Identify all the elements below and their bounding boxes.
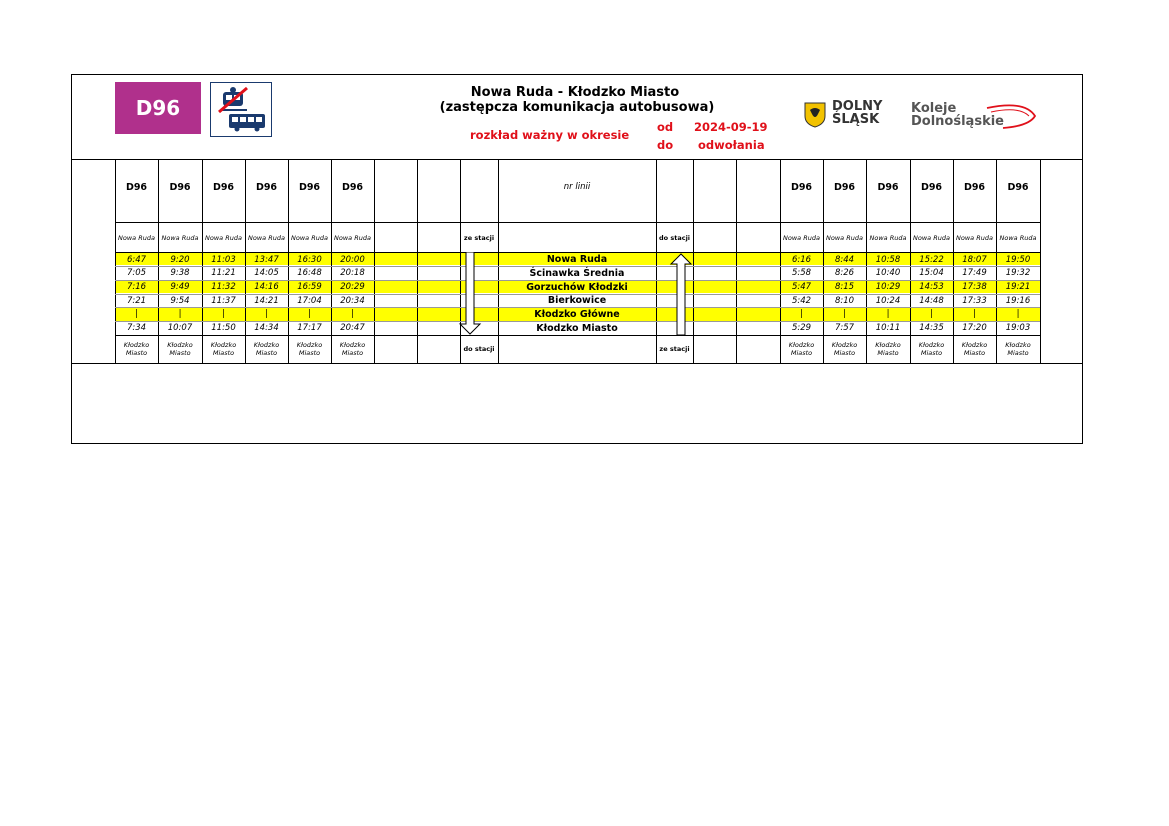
departure-time: | xyxy=(265,309,268,319)
train-destination: Kłodzko Miasto xyxy=(253,341,280,357)
departure-time: | xyxy=(930,309,933,319)
from-station-label-right: ze stacji xyxy=(659,345,690,353)
train-origin: Nowa Ruda xyxy=(334,234,371,242)
departure-time: | xyxy=(886,309,890,319)
train-origin: Nowa Ruda xyxy=(118,234,155,242)
train-origin: Nowa Ruda xyxy=(999,234,1037,242)
dolny-slask-crest-icon xyxy=(804,102,826,132)
to-station-label-right: do stacji xyxy=(658,234,691,242)
train-origin: Nowa Ruda xyxy=(205,234,242,242)
train-code: D96 xyxy=(790,181,813,193)
logo-dolnoslaskie: Dolnośląskie xyxy=(911,114,1004,129)
departure-time: 7:21 xyxy=(126,295,147,306)
departure-time: 8:26 xyxy=(834,268,855,278)
departure-time: 5:58 xyxy=(791,268,812,278)
departure-time: 8:15 xyxy=(834,282,855,292)
departure-time: 9:20 xyxy=(170,254,190,265)
replacement-bus-icon xyxy=(210,82,272,137)
train-code: D96 xyxy=(341,181,364,193)
departure-time: 17:38 xyxy=(962,282,987,292)
departure-time: 17:33 xyxy=(962,295,987,306)
departure-time: 14:16 xyxy=(254,282,279,292)
departure-time: 14:34 xyxy=(254,323,279,333)
train-destination: Kłodzko Miasto xyxy=(788,341,815,357)
station-name: Kłodzko Główne xyxy=(534,308,620,320)
header-divider xyxy=(71,159,1083,160)
departure-time: 19:50 xyxy=(1005,254,1031,265)
departure-time: 16:59 xyxy=(297,282,322,292)
grid-bottom-line xyxy=(71,363,1083,364)
line-number-label: nr linii xyxy=(563,182,591,192)
departure-time: | xyxy=(178,309,182,319)
train-origin: Nowa Ruda xyxy=(826,234,863,242)
departure-time: 11:21 xyxy=(211,268,236,278)
departure-time: 17:49 xyxy=(962,268,987,278)
departure-time: 9:38 xyxy=(170,268,190,278)
train-code: D96 xyxy=(298,181,321,193)
departure-time: 14:05 xyxy=(254,268,279,278)
departure-time: 15:22 xyxy=(919,254,944,265)
train-code: D96 xyxy=(1007,181,1029,193)
departure-time: 10:40 xyxy=(875,268,901,278)
train-destination: Kłodzko Miasto xyxy=(1005,341,1031,357)
departure-time: 13:47 xyxy=(254,254,279,265)
station-name: Nowa Ruda xyxy=(546,254,608,265)
departure-time: 19:32 xyxy=(1005,268,1031,278)
grid-vline xyxy=(656,160,657,363)
departure-time: 11:32 xyxy=(211,282,236,292)
grid-vline xyxy=(417,160,418,363)
departure-time: | xyxy=(308,309,311,319)
departure-time: | xyxy=(222,309,225,319)
train-code: D96 xyxy=(125,181,148,193)
departure-time: 9:49 xyxy=(170,282,190,292)
station-name: Ścinawka Średnia xyxy=(529,267,625,279)
departure-time: 8:44 xyxy=(834,254,855,265)
route-title: Nowa Ruda - Kłodzko Miasto xyxy=(470,85,680,100)
departure-time: 11:50 xyxy=(211,323,236,333)
departure-time: | xyxy=(135,309,138,319)
departure-time: | xyxy=(843,309,846,319)
station-name: Bierkowice xyxy=(547,295,607,306)
to-station-label-left: do stacji xyxy=(463,345,495,353)
train-destination: Kłodzko Miasto xyxy=(210,341,237,357)
departure-time: 14:21 xyxy=(254,295,279,306)
departure-time: 18:07 xyxy=(962,254,987,265)
departure-time: 19:21 xyxy=(1005,282,1031,292)
line-badge: D96 xyxy=(115,82,201,134)
route-subtitle: (zastępcza komunikacja autobusowa) xyxy=(439,100,715,115)
departure-time: 20:18 xyxy=(340,268,365,278)
logo-dolny: DOLNY xyxy=(832,99,883,114)
departure-time: 8:10 xyxy=(834,295,855,306)
departure-time: 20:47 xyxy=(340,323,365,333)
departure-time: 7:57 xyxy=(834,323,855,333)
departure-time: 7:34 xyxy=(126,323,147,333)
valid-to-label: do xyxy=(657,138,674,152)
departure-time: 16:30 xyxy=(297,254,322,265)
station-name: Gorzuchów Kłodzki xyxy=(526,281,628,293)
departure-time: | xyxy=(973,309,976,319)
departure-time: 20:00 xyxy=(340,254,365,265)
train-origin: Nowa Ruda xyxy=(956,234,993,242)
departure-time: 10:11 xyxy=(875,323,901,333)
departure-time: 20:34 xyxy=(340,295,365,306)
grid-vline xyxy=(374,160,375,363)
departure-time: 10:29 xyxy=(875,282,901,292)
departure-time: 5:47 xyxy=(791,282,812,292)
departure-time: 15:04 xyxy=(919,268,944,278)
train-origin: Nowa Ruda xyxy=(783,234,820,242)
departure-time: 6:47 xyxy=(126,254,147,265)
grid-hline xyxy=(115,222,1040,223)
train-code: D96 xyxy=(877,181,899,193)
logo-koleje: Koleje xyxy=(911,101,957,116)
train-destination: Kłodzko Miasto xyxy=(296,341,323,357)
departure-time: 10:58 xyxy=(875,254,901,265)
station-name: Kłodzko Miasto xyxy=(536,322,618,334)
train-destination: Kłodzko Miasto xyxy=(875,341,901,357)
departure-time: 20:29 xyxy=(340,282,365,292)
train-origin: Nowa Ruda xyxy=(248,234,285,242)
train-destination: Kłodzko Miasto xyxy=(961,341,988,357)
departure-time: 9:54 xyxy=(170,295,190,306)
departure-time: 11:37 xyxy=(211,295,236,306)
from-station-label-left: ze stacji xyxy=(463,234,495,242)
train-code: D96 xyxy=(920,181,943,193)
train-origin: Nowa Ruda xyxy=(291,234,328,242)
departure-time: 10:07 xyxy=(167,323,193,333)
departure-time: | xyxy=(1016,309,1020,319)
train-code: D96 xyxy=(255,181,278,193)
train-destination: Kłodzko Miasto xyxy=(123,341,150,357)
train-code: D96 xyxy=(833,181,856,193)
departure-time: 14:48 xyxy=(919,295,944,306)
departure-time: 7:16 xyxy=(126,282,147,292)
valid-from-date: 2024-09-19 xyxy=(694,120,768,134)
departure-time: 16:48 xyxy=(297,268,322,278)
valid-from-label: od xyxy=(657,120,674,134)
train-code: D96 xyxy=(212,181,235,193)
grid-vline xyxy=(693,160,694,363)
departure-time: 19:16 xyxy=(1005,295,1031,306)
down-arrow-icon xyxy=(458,252,482,336)
koleje-swoosh-icon xyxy=(985,102,1037,134)
departure-time: 17:20 xyxy=(962,323,987,333)
train-destination: Kłodzko Miasto xyxy=(918,341,945,357)
train-origin: Nowa Ruda xyxy=(913,234,950,242)
train-destination: Kłodzko Miasto xyxy=(339,341,366,357)
grid-hline xyxy=(115,335,1040,336)
departure-time: 6:16 xyxy=(791,254,812,265)
departure-time: | xyxy=(351,309,354,319)
departure-time: 11:03 xyxy=(211,254,236,265)
train-code: D96 xyxy=(963,181,986,193)
train-destination: Kłodzko Miasto xyxy=(831,341,858,357)
grid-vline xyxy=(736,160,737,363)
train-code: D96 xyxy=(169,181,191,193)
logo-slask: ŚLĄSK xyxy=(832,112,880,127)
departure-time: 17:17 xyxy=(297,323,322,333)
train-origin: Nowa Ruda xyxy=(869,234,907,242)
departure-time: 5:29 xyxy=(791,323,812,333)
departure-time: 7:05 xyxy=(126,268,147,278)
departure-time: 17:04 xyxy=(297,295,322,306)
departure-time: 5:42 xyxy=(791,295,812,306)
departure-time: 14:35 xyxy=(919,323,944,333)
departure-time: 19:03 xyxy=(1005,323,1031,333)
validity-label: rozkład ważny w okresie xyxy=(470,128,630,142)
up-arrow-icon xyxy=(669,252,693,336)
train-destination: Kłodzko Miasto xyxy=(167,341,193,357)
train-origin: Nowa Ruda xyxy=(161,234,199,242)
grid-vline xyxy=(1040,160,1041,363)
departure-time: 10:24 xyxy=(875,295,901,306)
departure-time: 14:53 xyxy=(919,282,944,292)
departure-time: | xyxy=(800,309,803,319)
valid-to-value: odwołania xyxy=(698,138,765,152)
